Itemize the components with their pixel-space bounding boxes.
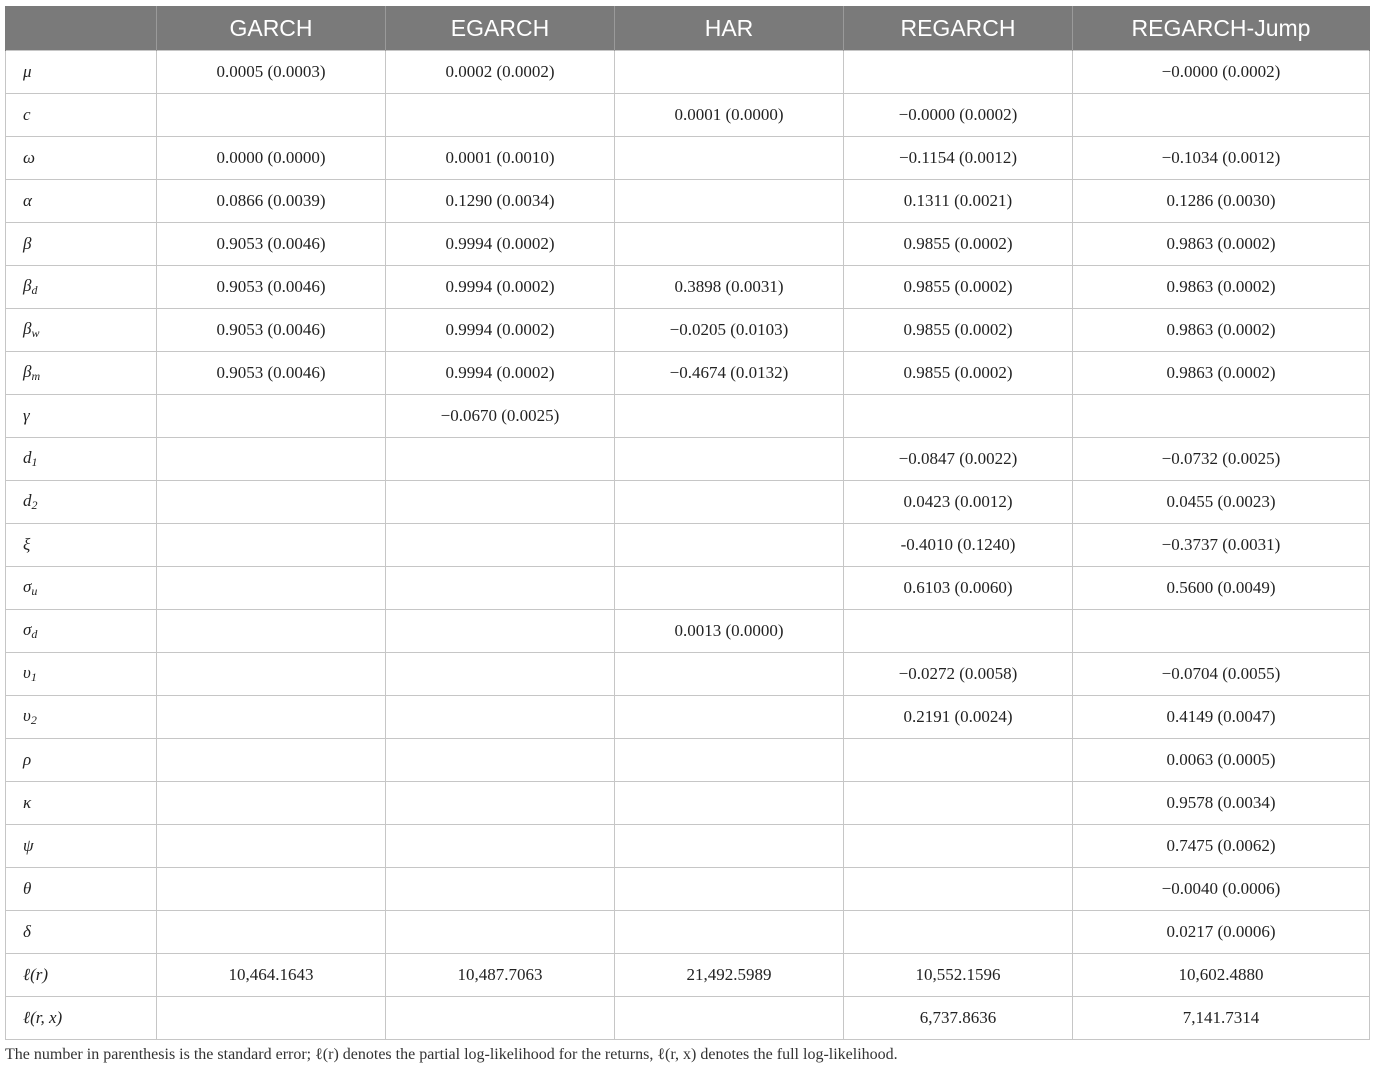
parameter-symbol: θ [23, 879, 32, 898]
estimate-cell: 0.0013 (0.0000) [615, 610, 844, 653]
parameter-cell [6, 868, 157, 911]
estimate-cell [615, 51, 844, 94]
estimate-cell: 0.9053 (0.0046) [157, 309, 386, 352]
estimate-cell: 0.1290 (0.0034) [386, 180, 615, 223]
parameter-symbol: β [23, 234, 32, 253]
parameter-cell [6, 653, 157, 696]
estimate-cell: 0.0002 (0.0002) [386, 51, 615, 94]
parameter-cell [6, 223, 157, 266]
estimate-cell: 0.0866 (0.0039) [157, 180, 386, 223]
estimate-cell [157, 825, 386, 868]
estimate-cell [615, 567, 844, 610]
estimate-cell [615, 696, 844, 739]
estimate-cell: 0.0001 (0.0000) [615, 94, 844, 137]
estimate-cell [615, 180, 844, 223]
parameter-symbol: α [23, 191, 32, 210]
parameter-symbol: ψ [23, 836, 34, 855]
estimate-cell: 0.9994 (0.0002) [386, 266, 615, 309]
parameter-cell [6, 137, 157, 180]
table-row [6, 438, 1370, 481]
parameter-subscript: 2 [31, 498, 38, 512]
estimate-cell [386, 911, 615, 954]
header-cell-egarch: EGARCH [386, 6, 615, 51]
parameter-symbol: κ [23, 793, 32, 812]
estimate-cell [615, 825, 844, 868]
parameter-symbol: c [23, 105, 31, 124]
parameter-estimates-table [5, 6, 1370, 1040]
table-row [6, 352, 1370, 395]
table-footnote: The number in parenthesis is the standard error; ℓ(r) denotes the partial log-likelihood for the returns, ℓ(r, x) denotes the full log-likelihood. [5, 1046, 898, 1063]
table-row [6, 868, 1370, 911]
header-cell-har: HAR [615, 6, 844, 51]
estimate-cell [157, 438, 386, 481]
estimate-cell [157, 653, 386, 696]
estimate-cell: 0.7475 (0.0062) [1073, 825, 1370, 868]
parameter-cell [6, 739, 157, 782]
estimate-cell: 0.9053 (0.0046) [157, 266, 386, 309]
parameter-symbol: β [23, 276, 32, 295]
parameter-subscript: 2 [30, 713, 37, 727]
table-row [6, 567, 1370, 610]
estimate-cell: 0.9855 (0.0002) [844, 223, 1073, 266]
estimate-cell: 0.0005 (0.0003) [157, 51, 386, 94]
table-row [6, 395, 1370, 438]
parameter-cell [6, 309, 157, 352]
parameter-symbol: ξ [23, 535, 31, 554]
estimate-cell: 0.9855 (0.0002) [844, 352, 1073, 395]
estimate-cell: −0.0000 (0.0002) [1073, 51, 1370, 94]
estimate-cell [386, 782, 615, 825]
estimate-cell [386, 610, 615, 653]
parameter-symbol: υ [23, 706, 31, 725]
table-row [6, 481, 1370, 524]
estimate-cell: 0.9855 (0.0002) [844, 309, 1073, 352]
parameter-symbol: ω [23, 148, 36, 167]
table-row [6, 223, 1370, 266]
parameter-subscript: d [31, 283, 38, 297]
estimate-cell: −0.1154 (0.0012) [844, 137, 1073, 180]
table-row [6, 825, 1370, 868]
estimate-cell: −0.1034 (0.0012) [1073, 137, 1370, 180]
estimate-cell [615, 739, 844, 782]
estimate-cell [386, 825, 615, 868]
estimate-cell: 0.9578 (0.0034) [1073, 782, 1370, 825]
estimate-cell: −0.0732 (0.0025) [1073, 438, 1370, 481]
estimate-cell [157, 739, 386, 782]
parameter-subscript: m [31, 369, 41, 383]
parameter-cell [6, 610, 157, 653]
estimate-cell [615, 438, 844, 481]
estimate-cell [844, 868, 1073, 911]
estimate-cell: 0.9994 (0.0002) [386, 352, 615, 395]
parameter-cell [6, 395, 157, 438]
estimate-cell [157, 997, 386, 1040]
estimate-cell: 0.4149 (0.0047) [1073, 696, 1370, 739]
estimate-cell: 0.9863 (0.0002) [1073, 266, 1370, 309]
parameter-cell [6, 696, 157, 739]
estimate-cell [615, 481, 844, 524]
estimate-cell [615, 395, 844, 438]
estimate-cell [386, 567, 615, 610]
estimate-cell [615, 997, 844, 1040]
estimate-cell: −0.3737 (0.0031) [1073, 524, 1370, 567]
parameter-cell [6, 954, 157, 997]
estimate-cell [386, 94, 615, 137]
estimate-cell [157, 696, 386, 739]
parameter-symbol: ℓ(r, x) [23, 1008, 63, 1027]
parameter-cell [6, 94, 157, 137]
estimate-cell [157, 610, 386, 653]
estimate-cell [157, 481, 386, 524]
parameter-symbol: υ [23, 663, 31, 682]
parameter-cell [6, 567, 157, 610]
estimate-cell: 10,602.4880 [1073, 954, 1370, 997]
estimate-cell [844, 782, 1073, 825]
estimate-cell: 0.9855 (0.0002) [844, 266, 1073, 309]
table-row [6, 782, 1370, 825]
estimate-cell: −0.0670 (0.0025) [386, 395, 615, 438]
estimate-cell [615, 782, 844, 825]
header-cell-parameter [6, 6, 157, 51]
estimate-cell: 6,737.8636 [844, 997, 1073, 1040]
parameter-symbol: σ [23, 620, 32, 639]
estimate-cell [386, 868, 615, 911]
estimate-cell: -0.4010 (0.1240) [844, 524, 1073, 567]
estimate-cell [844, 739, 1073, 782]
table-row [6, 954, 1370, 997]
table-row [6, 180, 1370, 223]
parameter-symbol: σ [23, 577, 32, 596]
estimate-cell: −0.0205 (0.0103) [615, 309, 844, 352]
estimate-cell [844, 610, 1073, 653]
estimate-cell [615, 868, 844, 911]
estimate-cell [1073, 395, 1370, 438]
estimate-cell [157, 94, 386, 137]
estimate-cell: −0.0272 (0.0058) [844, 653, 1073, 696]
estimate-cell [844, 911, 1073, 954]
table-row [6, 739, 1370, 782]
table-row [6, 997, 1370, 1040]
estimate-cell: −0.0000 (0.0002) [844, 94, 1073, 137]
parameter-cell [6, 180, 157, 223]
table-body [6, 51, 1370, 1040]
table-row [6, 610, 1370, 653]
estimate-cell: 0.0217 (0.0006) [1073, 911, 1370, 954]
estimate-cell: 0.0455 (0.0023) [1073, 481, 1370, 524]
estimate-cell [386, 438, 615, 481]
table-header-row [6, 6, 1370, 51]
estimate-cell [844, 51, 1073, 94]
estimate-cell [844, 395, 1073, 438]
estimate-cell [615, 911, 844, 954]
estimate-cell: 0.9863 (0.0002) [1073, 309, 1370, 352]
parameter-symbol: μ [23, 62, 32, 81]
estimate-cell: 0.1311 (0.0021) [844, 180, 1073, 223]
parameter-symbol: β [23, 319, 32, 338]
estimate-cell: 0.0063 (0.0005) [1073, 739, 1370, 782]
estimate-cell: −0.0847 (0.0022) [844, 438, 1073, 481]
estimate-cell: 0.3898 (0.0031) [615, 266, 844, 309]
parameter-cell [6, 481, 157, 524]
parameter-symbol: δ [23, 922, 31, 941]
parameter-symbol: ℓ(r) [23, 965, 49, 984]
estimate-cell: 0.9053 (0.0046) [157, 352, 386, 395]
parameter-symbol: β [23, 362, 32, 381]
table-row [6, 653, 1370, 696]
estimate-cell: 10,464.1643 [157, 954, 386, 997]
parameter-subscript: 1 [31, 455, 38, 469]
parameter-cell [6, 266, 157, 309]
estimate-cell [157, 524, 386, 567]
parameter-cell [6, 997, 157, 1040]
estimate-cell [157, 911, 386, 954]
estimate-cell: 0.0001 (0.0010) [386, 137, 615, 180]
estimate-cell [615, 223, 844, 266]
parameter-cell [6, 911, 157, 954]
estimate-cell [386, 739, 615, 782]
estimate-cell [844, 825, 1073, 868]
estimate-cell [615, 137, 844, 180]
parameter-symbol: d [23, 448, 32, 467]
parameter-cell [6, 352, 157, 395]
estimate-cell [157, 868, 386, 911]
parameter-cell [6, 782, 157, 825]
estimate-cell: 0.2191 (0.0024) [844, 696, 1073, 739]
estimate-cell: 0.9053 (0.0046) [157, 223, 386, 266]
parameter-cell [6, 438, 157, 481]
parameter-subscript: w [31, 326, 40, 340]
header-cell-garch: GARCH [157, 6, 386, 51]
estimate-cell [157, 782, 386, 825]
estimate-cell: 0.0423 (0.0012) [844, 481, 1073, 524]
parameter-symbol: γ [23, 406, 30, 425]
estimate-cell: 10,487.7063 [386, 954, 615, 997]
header-cell-regarch-jump: REGARCH-Jump [1073, 6, 1370, 51]
header-cell-regarch: REGARCH [844, 6, 1073, 51]
parameter-symbol: d [23, 491, 32, 510]
estimate-cell [1073, 610, 1370, 653]
estimate-cell [157, 395, 386, 438]
estimate-cell [386, 997, 615, 1040]
estimate-cell: 0.9994 (0.0002) [386, 309, 615, 352]
estimate-cell [615, 653, 844, 696]
estimate-cell [386, 481, 615, 524]
table-row [6, 137, 1370, 180]
estimate-cell [1073, 94, 1370, 137]
parameter-symbol: ρ [23, 750, 32, 769]
table-row [6, 94, 1370, 137]
estimate-cell: 0.9863 (0.0002) [1073, 223, 1370, 266]
estimate-cell: 0.6103 (0.0060) [844, 567, 1073, 610]
table-row [6, 696, 1370, 739]
parameter-cell [6, 51, 157, 94]
estimate-cell: −0.0040 (0.0006) [1073, 868, 1370, 911]
estimate-cell: 0.9863 (0.0002) [1073, 352, 1370, 395]
table-row [6, 911, 1370, 954]
estimate-cell: 7,141.7314 [1073, 997, 1370, 1040]
parameter-cell [6, 524, 157, 567]
estimate-cell: 10,552.1596 [844, 954, 1073, 997]
estimate-cell: −0.4674 (0.0132) [615, 352, 844, 395]
estimate-cell: −0.0704 (0.0055) [1073, 653, 1370, 696]
estimate-cell: 21,492.5989 [615, 954, 844, 997]
estimate-cell: 0.9994 (0.0002) [386, 223, 615, 266]
table-row [6, 51, 1370, 94]
estimate-cell [615, 524, 844, 567]
parameter-subscript: d [31, 627, 38, 641]
table-row [6, 309, 1370, 352]
estimate-cell [386, 696, 615, 739]
parameter-subscript: u [31, 584, 38, 598]
table-row [6, 524, 1370, 567]
estimate-cell [386, 653, 615, 696]
estimate-cell [386, 524, 615, 567]
table-row [6, 266, 1370, 309]
estimate-cell: 0.1286 (0.0030) [1073, 180, 1370, 223]
estimate-cell [157, 567, 386, 610]
parameter-subscript: 1 [30, 670, 37, 684]
estimate-cell: 0.5600 (0.0049) [1073, 567, 1370, 610]
parameter-estimates-table-container [5, 6, 1369, 1040]
parameter-cell [6, 825, 157, 868]
estimate-cell: 0.0000 (0.0000) [157, 137, 386, 180]
